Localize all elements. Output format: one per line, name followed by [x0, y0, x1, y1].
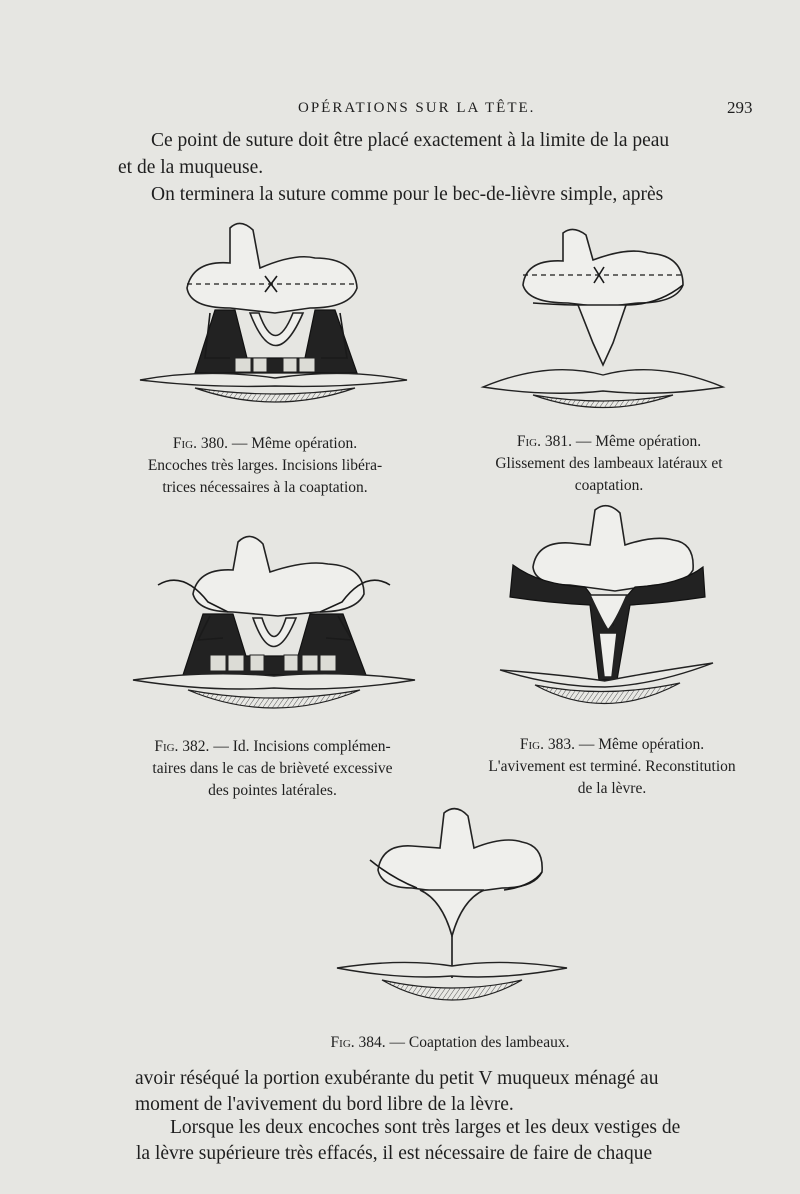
figure-382-illustration: [128, 530, 420, 730]
figure-381-caption-line1: — Même opération.: [571, 433, 702, 450]
para3-line1: avoir réséqué la portion exubérante du petit V muqueux ménagé au: [135, 1068, 659, 1089]
figure-382-label: Fig. 382.: [154, 738, 210, 755]
figure-380-caption-line3: trices nécessaires à la coaptation.: [162, 479, 368, 496]
figure-380-illustration: [135, 218, 415, 418]
figure-383-caption-line2: L'avivement est terminé. Reconstitution: [488, 758, 736, 775]
figure-381-label: Fig. 381.: [516, 433, 572, 450]
para1-line1: Ce point de suture doit être placé exactement à la limite de la peau: [151, 130, 670, 151]
figure-383-label: Fig. 383.: [519, 736, 575, 753]
para4-line2: la lèvre supérieure très effacés, il est nécessaire de faire de chaque: [136, 1143, 653, 1164]
figure-380-caption: [110, 433, 420, 499]
figure-384-caption: [270, 1032, 630, 1054]
figure-380-label: Fig. 380.: [172, 435, 228, 452]
page-number: 293: [727, 98, 753, 117]
figure-384-label: Fig. 384.: [330, 1034, 386, 1051]
para4-line1: Lorsque les deux encoches sont très larges et les deux vestiges de: [170, 1117, 681, 1138]
figure-383-caption-line1: — Même opération.: [574, 736, 705, 753]
figure-383-caption: [453, 734, 771, 800]
figure-381-caption-line2: Glissement des lambeaux latéraux et: [495, 455, 723, 472]
figure-381-caption-line3: coaptation.: [574, 477, 644, 494]
figure-381-caption: [450, 431, 768, 497]
figure-382-caption-line2: taires dans le cas de brièveté excessive: [152, 760, 393, 777]
figure-384-illustration: [332, 808, 572, 1028]
figure-382-caption: [120, 736, 425, 802]
para1-line2: et de la muqueuse.: [118, 157, 264, 178]
figure-382-caption-line3: des pointes latérales.: [208, 782, 337, 799]
figure-380-caption-line1: — Même opération.: [227, 435, 358, 452]
figure-383-caption-line3: de la lèvre.: [577, 780, 647, 797]
figure-381-illustration: [478, 225, 728, 415]
figure-383-illustration: [495, 505, 720, 725]
para2-line1: On terminera la suture comme pour le bec-de-lièvre simple, après: [151, 184, 664, 205]
running-title: OPÉRATIONS SUR LA TÊTE.: [298, 100, 536, 116]
figure-384-caption-line1: — Coaptation des lambeaux.: [385, 1034, 570, 1051]
para3-line2: moment de l'avivement du bord libre de la lèvre.: [135, 1094, 514, 1115]
figure-380-caption-line2: Encoches très larges. Incisions libéra-: [147, 457, 383, 474]
figure-382-caption-line1: — Id. Incisions complémen-: [209, 738, 391, 755]
